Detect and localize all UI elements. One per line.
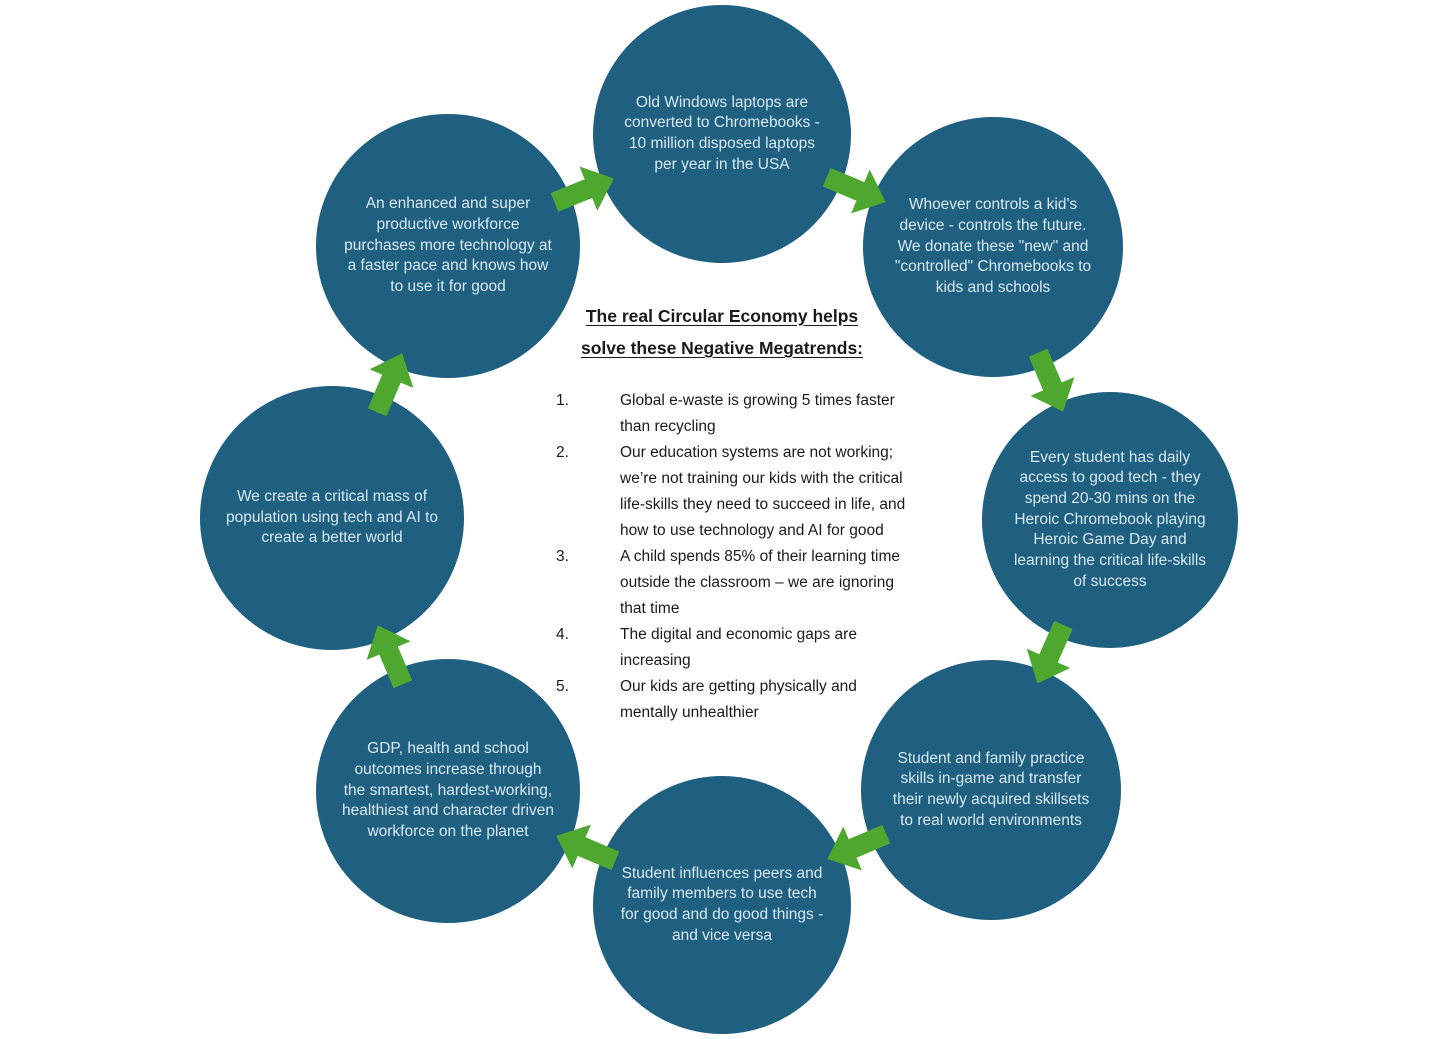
megatrend-list bbox=[556, 388, 908, 726]
diagram-title bbox=[500, 300, 944, 364]
megatrend-item-5 bbox=[556, 674, 908, 726]
cycle-node-top-right-text: Whoever controls a kid's device - controls the future. We donate these "new" and "controlled" Chromebooks to kids and schools bbox=[894, 196, 1092, 296]
megatrend-item-1 bbox=[556, 388, 908, 440]
center-heading-block bbox=[500, 300, 944, 364]
cycle-node-bottom-left-text: GDP, health and school outcomes increase through the smartest, hardest-working, healthiest and character driven workforce on the planet bbox=[342, 740, 554, 840]
megatrend-text: Global e-waste is growing 5 times faster than recycling bbox=[620, 392, 895, 435]
cycle-node-bottom-text: Student influences peers and family members to use tech for good and do good things - and vice versa bbox=[620, 864, 824, 944]
megatrend-text: Our education systems are not working; we’re not training our kids with the critical life-skills they need to succeed in life, and how to use technology and AI for good bbox=[620, 444, 906, 539]
cycle-node-top bbox=[593, 5, 851, 263]
megatrend-number: 1. bbox=[556, 392, 569, 409]
megatrend-item-4 bbox=[556, 622, 908, 674]
cycle-node-bottom bbox=[593, 776, 851, 1034]
cycle-node-right-text: Every student has daily access to good tech - they spend 20-30 mins on the Heroic Chromebook playing Heroic Game Day and learning the critical life-skills of success bbox=[1013, 448, 1207, 590]
cycle-node-bottom-right-text: Student and family practice skills in-game and transfer their newly acquired skillsets to real world environments bbox=[892, 749, 1090, 829]
diagram-title-line2: solve these Negative Megatrends: bbox=[580, 338, 864, 358]
megatrend-number: 5. bbox=[556, 678, 569, 695]
megatrend-text: A child spends 85% of their learning time outside the classroom – we are ignoring that time bbox=[620, 548, 901, 617]
megatrend-number: 3. bbox=[556, 548, 569, 565]
cycle-node-left bbox=[200, 386, 464, 650]
megatrend-item-2 bbox=[556, 440, 908, 544]
cycle-node-top-left-text: An enhanced and super productive workforce purchases more technology at a faster pace and knows how to use it for good bbox=[344, 195, 552, 295]
megatrend-text: The digital and economic gaps are increasing bbox=[620, 626, 857, 669]
cycle-node-top-text: Old Windows laptops are converted to Chromebooks - 10 million disposed laptops per year in the USA bbox=[624, 93, 820, 173]
diagram-title-line1: The real Circular Economy helps bbox=[585, 306, 859, 326]
megatrend-number: 2. bbox=[556, 444, 569, 461]
megatrend-number: 4. bbox=[556, 626, 569, 643]
cycle-node-left-text: We create a critical mass of population using tech and AI to create a better world bbox=[226, 488, 438, 547]
megatrend-text: Our kids are getting physically and mentally unhealthier bbox=[620, 678, 857, 721]
megatrend-item-3 bbox=[556, 544, 908, 622]
cycle-node-right bbox=[982, 392, 1238, 648]
cycle-node-bottom-left bbox=[316, 659, 580, 923]
